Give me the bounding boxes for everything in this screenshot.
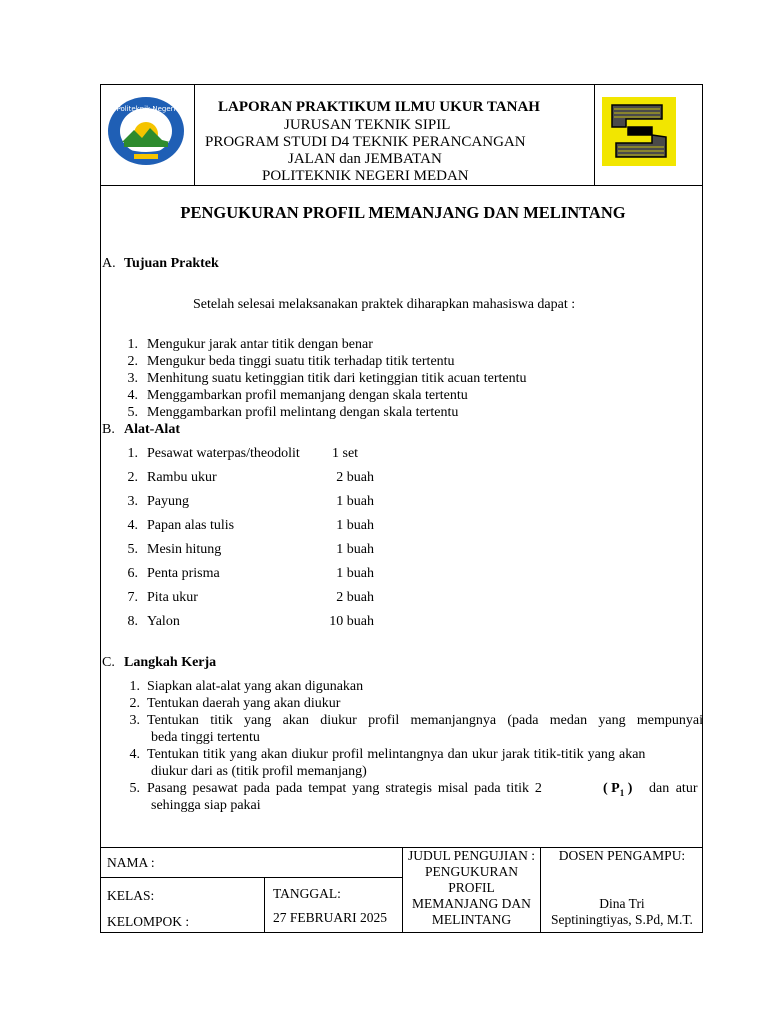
test-title-line: MELINTANG [431, 912, 512, 927]
list-number: 2. [127, 354, 138, 369]
list-number: 4. [127, 518, 138, 533]
list-number: 1. [129, 679, 140, 694]
test-title-label: JUDUL PENGUJIAN : [408, 848, 535, 863]
footer-col-divider-1 [264, 877, 265, 933]
supervisor-name: Dina Tri [599, 896, 645, 911]
list-number: 2. [127, 470, 138, 485]
list-item: Tentukan titik yang akan diukur profil melintangnya dan ukur jarak titik-titik yang akan [147, 747, 646, 762]
header-logo-divider [194, 84, 195, 185]
list-item: Mengukur jarak antar titik dengan benar [147, 337, 373, 352]
list-number: 4. [129, 747, 140, 762]
list-item: Siapkan alat-alat yang akan digunakan [147, 679, 364, 694]
department-emblem [602, 97, 676, 166]
equipment-name: Pesawat waterpas/theodolit [147, 446, 300, 461]
date-label: TANGGAL: [273, 886, 341, 901]
list-item: Menggambarkan profil memanjang dengan skala tertentu [147, 388, 468, 403]
section-a-intro: Setelah selesai melaksanakan praktek diharapkan mahasiswa dapat : [193, 297, 576, 312]
list-item-continuation: sehingga siap pakai [151, 798, 261, 813]
list-item: Mengukur beda tinggi suatu titik terhadap titik tertentu [147, 354, 455, 369]
header-divider [100, 185, 703, 186]
list-number: 1. [127, 337, 138, 352]
equipment-name: Payung [147, 494, 189, 509]
footer-row-divider [100, 877, 402, 878]
equipment-name: Mesin hitung [147, 542, 222, 557]
name-label: NAMA : [107, 855, 155, 870]
equipment-quantity: 1 buah [336, 518, 374, 533]
list-item-continuation: diukur dari as (titik profil memanjang) [151, 764, 367, 779]
list-number: 6. [127, 566, 138, 581]
list-number: 3. [129, 713, 140, 728]
list-number: 1. [127, 446, 138, 461]
equipment-quantity: 1 buah [336, 494, 374, 509]
test-title-line: PENGUKURAN [424, 864, 518, 879]
test-title-line: PROFIL [448, 880, 495, 895]
point-label: ( $P_1$ ) [603, 781, 633, 798]
list-number: 4. [127, 388, 138, 403]
list-item: Tentukan daerah yang akan diukur [147, 696, 341, 711]
equipment-quantity: 2 buah [336, 470, 374, 485]
list-number: 5. [129, 781, 140, 796]
equipment-name: Papan alas tulis [147, 518, 235, 533]
equipment-name: Pita ukur [147, 590, 198, 605]
department-name: JURUSAN TEKNIK SIPIL [284, 117, 451, 133]
group-label: KELOMPOK : [107, 914, 190, 929]
supervisor-name-cont: Septiningtiyas, S.Pd, M.T. [551, 912, 693, 927]
list-item: Tentukan titik yang akan diukur profil memanjangnya (pada medan yang mempunyai [147, 713, 703, 728]
supervisor-label: DOSEN PENGAMPU: [558, 848, 686, 863]
list-number: 8. [127, 614, 138, 629]
study-program-cont: JALAN dan JEMBATAN [288, 151, 442, 167]
list-number: 2. [129, 696, 140, 711]
list-number: 3. [127, 494, 138, 509]
document-title: PENGUKURAN PROFIL MEMANJANG DAN MELINTANG [180, 203, 626, 222]
list-item-continuation: beda tinggi tertentu [151, 730, 260, 745]
test-title-line: MEMANJANG DAN [412, 896, 531, 911]
list-item: Menggambarkan profil melintang dengan skala tertentu [147, 405, 459, 420]
header-emblem-divider [594, 84, 595, 185]
institution-name: POLITEKNIK NEGERI MEDAN [262, 168, 469, 184]
equipment-name: Penta prisma [147, 566, 220, 581]
list-number: 3. [127, 371, 138, 386]
polmed-logo [104, 94, 188, 168]
list-item-tail: dan atur [649, 781, 698, 796]
section-b-heading: Alat-Alat [124, 422, 180, 437]
section-a-heading: Tujuan Praktek [124, 256, 219, 271]
equipment-quantity: 1 set [332, 446, 359, 461]
class-label: KELAS: [107, 888, 155, 903]
equipment-name: Rambu ukur [147, 470, 217, 485]
section-a-letter: A. [102, 256, 116, 271]
report-title: LAPORAN PRAKTIKUM ILMU UKUR TANAH [218, 99, 540, 115]
section-c-letter: C. [102, 655, 115, 670]
equipment-name: Yalon [147, 614, 180, 629]
list-number: 5. [127, 405, 138, 420]
equipment-quantity: 10 buah [329, 614, 374, 629]
list-number: 5. [127, 542, 138, 557]
section-b-letter: B. [102, 422, 115, 437]
list-item: Pasang pesawat pada pada tempat yang strategis misal pada titik 2 [147, 781, 542, 796]
list-number: 7. [127, 590, 138, 605]
equipment-quantity: 1 buah [336, 542, 374, 557]
date-value: 27 FEBRUARI 2025 [273, 910, 388, 925]
svg-text:Politeknik Negeri: Politeknik Negeri [116, 105, 176, 113]
study-program: PROGRAM STUDI D4 TEKNIK PERANCANGAN [205, 134, 526, 150]
equipment-quantity: 2 buah [336, 590, 374, 605]
section-c-heading: Langkah Kerja [124, 655, 217, 670]
list-item: Menhitung suatu ketinggian titik dari ketinggian titik acuan tertentu [147, 371, 527, 386]
equipment-quantity: 1 buah [336, 566, 374, 581]
